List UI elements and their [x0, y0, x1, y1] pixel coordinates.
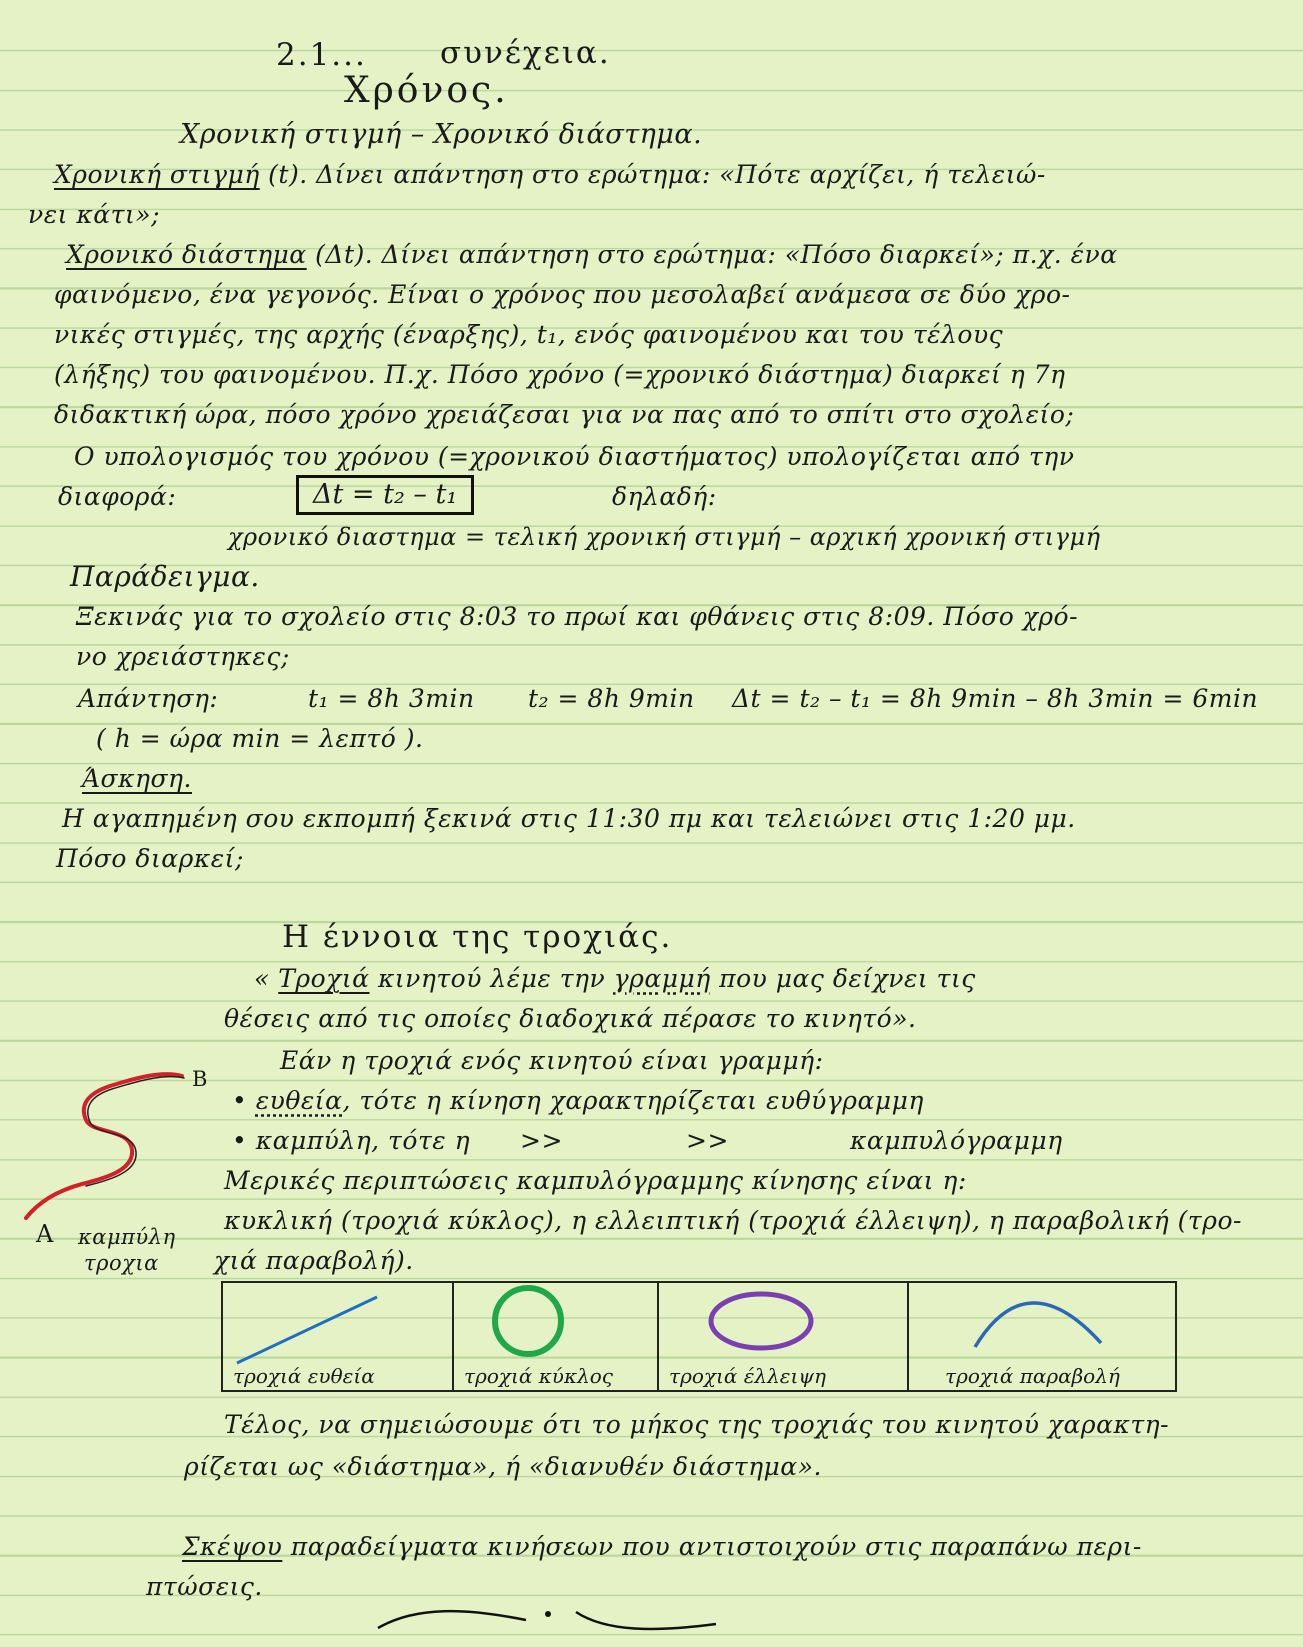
- instant-line-1: [54, 160, 1046, 190]
- bullet-straight: [232, 1086, 924, 1116]
- answer-t2: t₂ = 8h 9min: [528, 684, 695, 713]
- think-line-2: πτώσεις.: [146, 1572, 263, 1601]
- instant-definition: (t). Δίνει απάντηση στο ερώτημα: «Πότε αρχίζει, ή τελειώ-: [259, 160, 1046, 189]
- answer-delta: Δt = t₂ – t₁ = 8h 9min – 8h 3min = 6min: [732, 684, 1259, 713]
- straight-term: ευθεία: [255, 1086, 343, 1115]
- closing-line-2: ρίζεται ως «διάστημα», ή «διανυθέν διάστημα».: [184, 1452, 822, 1481]
- interval-term: Χρονικό διάστημα: [66, 240, 307, 269]
- verbal-formula: χρονικό διαστημα = τελική χρονική στιγμή – αρχική χρονική στιγμή: [228, 523, 1101, 551]
- cases-line-2: κυκλική (τροχιά κύκλος), η ελλειπτική (τροχιά έλλειψη), η παραβολική (τρο-: [224, 1206, 1242, 1235]
- caption-circle: τροχιά κύκλος: [464, 1364, 613, 1388]
- example-line-1: Ξεκινάς για το σχολείο στις 8:03 το πρωί και φθάνεις στις 8:09. Πόσο χρό-: [76, 602, 1079, 631]
- page-title: Χρόνος.: [344, 70, 509, 111]
- cell-circle: [454, 1283, 659, 1390]
- line-term: γραμμή: [613, 964, 711, 993]
- end-flourish: [376, 1598, 736, 1638]
- cell-straight: [223, 1283, 454, 1390]
- caption-straight: τροχιά ευθεία: [233, 1364, 375, 1388]
- instant-line-2: νει κάτι»;: [28, 200, 160, 229]
- bullet-curved-d: καμπυλόγραμμη: [850, 1126, 1063, 1155]
- example-label: Παράδειγμα.: [70, 560, 260, 593]
- exercise-line-2: Πόσο διαρκεί;: [56, 844, 244, 873]
- interval-line-5: διδακτική ώρα, πόσο χρόνο χρειάζεσαι για να πας από το σπίτι στο σχολείο;: [54, 400, 1075, 429]
- curved-trajectory-sketch: [20, 1066, 200, 1226]
- answer-t1: t₁ = 8h 3min: [308, 684, 475, 713]
- trajectory-types-table: [221, 1281, 1177, 1392]
- subtitle: Χρονική στιγμή – Χρονικό διάστημα.: [180, 119, 703, 150]
- answer-label: Απάντηση:: [78, 684, 219, 713]
- flourish-left: [378, 1611, 526, 1628]
- definition-line-1: [254, 964, 976, 994]
- trajectory-term: Τροχιά: [278, 964, 370, 993]
- formula-box: Δt = t₂ – t₁: [296, 475, 474, 515]
- exercise-line-1: Η αγαπημένη σου εκπομπή ξεκινά στις 11:30 πμ και τελειώνει στις 1:20 μμ.: [62, 804, 1076, 833]
- bullet-curved-ditto-2: >>: [686, 1126, 729, 1155]
- interval-line-2: φαινόμενο, ένα γεγονός. Είναι ο χρόνος που μεσολαβεί ανάμεσα σε δύο χρο-: [54, 280, 1071, 309]
- interval-line-3: νικές στιγμές, της αρχής (έναρξης), t₁, ενός φαινομένου και του τέλους: [54, 320, 1004, 349]
- curve-caption-2: τροχια: [84, 1251, 159, 1275]
- units-note: ( h = ώρα min = λεπτό ).: [96, 724, 424, 753]
- flourish-dot: [545, 1611, 551, 1617]
- interval-line-7-start: διαφορά:: [58, 482, 177, 511]
- cell-parabola: [909, 1283, 1175, 1390]
- interval-line-6: Ο υπολογισμός του χρόνου (=χρονικού διαστήματος) υπολογίζεται από την: [74, 442, 1075, 471]
- cell-ellipse: [659, 1283, 909, 1390]
- cases-line-3: χιά παραβολή).: [214, 1246, 414, 1275]
- interval-definition: (Δt). Δίνει απάντηση στο ερώτημα: «Πόσο διαρκεί»; π.χ. ένα: [306, 240, 1118, 269]
- straight-line: [237, 1297, 377, 1363]
- think-line-1: [182, 1532, 1142, 1562]
- parabola-shape: [975, 1303, 1101, 1347]
- think-rest: παραδείγματα κινήσεων που αντιστοιχούν στις παραπάνω περι-: [282, 1532, 1142, 1561]
- exercise-label: Άσκηση.: [82, 764, 192, 793]
- curve-point-a: A: [36, 1220, 54, 1248]
- interval-line-1: [66, 240, 1118, 270]
- curve-point-b: B: [192, 1067, 208, 1091]
- section-number: 2.1...: [276, 37, 367, 73]
- straight-rest: , τότε η κίνηση χαρακτηρίζεται ευθύγραμμη: [342, 1086, 924, 1115]
- bullet-curved-ditto-1: >>: [520, 1126, 563, 1155]
- quote-open: «: [254, 964, 279, 993]
- flourish-right: [576, 1612, 716, 1629]
- definition-end: που μας δείχνει τις: [710, 964, 976, 993]
- think-term: Σκέψου: [182, 1532, 283, 1561]
- interval-line-4: (λήξης) του φαινομένου. Π.χ. Πόσο χρόνο (=χρονικό διάστημα) διαρκεί η 7η: [54, 360, 1066, 389]
- interval-line-7-end: δηλαδή:: [612, 482, 717, 511]
- curve-caption-1: καμπύλη: [78, 1225, 176, 1249]
- ellipse-shape: [711, 1294, 811, 1348]
- circle-shape: [495, 1288, 561, 1354]
- caption-ellipse: τροχιά έλλειψη: [669, 1364, 827, 1388]
- section-continued: συνέχεια.: [440, 35, 611, 71]
- caption-parabola: τροχιά παραβολή: [945, 1364, 1120, 1388]
- bullet-curved-a: • καμπύλη, τότε η: [232, 1126, 471, 1155]
- cases-line-1: Μερικές περιπτώσεις καμπυλόγραμμης κίνησης είναι η:: [224, 1166, 967, 1195]
- closing-line-1: Τέλος, να σημειώσουμε ότι το μήκος της τροχιάς του κινητού χαρακτη-: [224, 1410, 1170, 1439]
- definition-mid: κινητού λέμε την: [369, 964, 614, 993]
- red-curve-path: [26, 1074, 182, 1218]
- if-line: Εάν η τροχιά ενός κινητού είναι γραμμή:: [280, 1046, 824, 1075]
- example-line-2: νο χρειάστηκες;: [76, 642, 290, 671]
- bullet-dot: •: [232, 1086, 256, 1115]
- instant-term: Χρονική στιγμή: [54, 160, 260, 189]
- trajectory-title: Η έννοια της τροχιάς.: [282, 919, 673, 955]
- definition-line-2: θέσεις από τις οποίες διαδοχικά πέρασε το κινητό».: [224, 1004, 917, 1033]
